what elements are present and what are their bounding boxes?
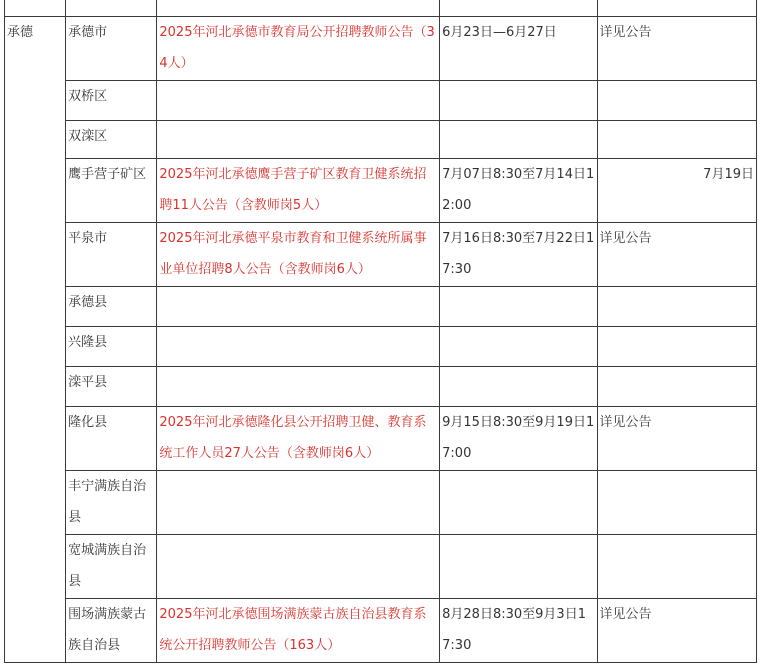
table-row — [5, 81, 757, 121]
remark-cell — [597, 121, 756, 159]
notice-cell — [157, 407, 440, 471]
date-cell — [440, 327, 597, 367]
notice-link[interactable]: 2025年河北承德鹰手营子矿区教育卫健系统招聘11人公告（含教师岗5人） — [159, 167, 427, 213]
table-row — [5, 599, 757, 663]
notice-link[interactable]: 2025年河北承德市教育局公开招聘教师公告（34人） — [159, 25, 435, 71]
remark-cell — [597, 367, 756, 407]
area-cell: 宽城满族自治县 — [66, 535, 157, 599]
remark-cell: 详见公告 — [597, 17, 756, 81]
area-cell: 承德县 — [66, 287, 157, 327]
notice-cell — [157, 17, 440, 81]
date-cell — [440, 81, 597, 121]
cell-top-date — [440, 0, 597, 17]
remark-cell — [597, 327, 756, 367]
region-cell: 承德 — [5, 17, 66, 663]
date-cell — [440, 367, 597, 407]
date-cell: 6月23日—6月27日 — [440, 17, 597, 81]
notice-link[interactable]: 2025年河北承德围场满族蒙古族自治县教育系统公开招聘教师公告（163人） — [159, 607, 427, 653]
notice-cell — [157, 159, 440, 223]
table-row — [5, 407, 757, 471]
area-cell: 丰宁满族自治县 — [66, 471, 157, 535]
date-cell: 7月07日8:30至7月14日12:00 — [440, 159, 597, 223]
area-cell: 鹰手营子矿区 — [66, 159, 157, 223]
remark-cell: 详见公告 — [597, 599, 756, 663]
table-row — [5, 367, 757, 407]
date-cell — [440, 287, 597, 327]
remark-cell — [597, 535, 756, 599]
remark-cell: 7月19日 — [597, 159, 756, 223]
remark-cell — [597, 287, 756, 327]
date-cell — [440, 121, 597, 159]
remark-cell: 详见公告 — [597, 407, 756, 471]
table-row — [5, 327, 757, 367]
notice-cell — [157, 599, 440, 663]
date-cell — [440, 535, 597, 599]
area-cell: 隆化县 — [66, 407, 157, 471]
table-row — [5, 159, 757, 223]
cell-top-notice — [157, 0, 440, 17]
cell-top-region — [5, 0, 66, 17]
remark-cell: 详见公告 — [597, 223, 756, 287]
table-row — [5, 121, 757, 159]
table-row — [5, 223, 757, 287]
table-row — [5, 287, 757, 327]
notice-link[interactable]: 2025年河北承德平泉市教育和卫健系统所属事业单位招聘8人公告（含教师岗6人） — [159, 231, 427, 277]
area-cell: 双桥区 — [66, 81, 157, 121]
date-cell: 8月28日8:30至9月3日17:30 — [440, 599, 597, 663]
table-row — [5, 471, 757, 535]
area-cell: 平泉市 — [66, 223, 157, 287]
cell-top-area — [66, 0, 157, 17]
notice-cell — [157, 287, 440, 327]
date-cell: 7月16日8:30至7月22日17:30 — [440, 223, 597, 287]
date-cell: 9月15日8:30至9月19日17:00 — [440, 407, 597, 471]
table-row — [5, 535, 757, 599]
notice-cell — [157, 81, 440, 121]
notice-cell — [157, 535, 440, 599]
cell-top-remark — [597, 0, 756, 17]
notice-cell — [157, 327, 440, 367]
recruitment-table — [4, 0, 757, 663]
remark-cell — [597, 471, 756, 535]
notice-link[interactable]: 2025年河北承德隆化县公开招聘卫健、教育系统工作人员27人公告（含教师岗6人） — [159, 415, 427, 461]
notice-cell — [157, 121, 440, 159]
table-row — [5, 17, 757, 81]
notice-cell — [157, 367, 440, 407]
date-cell — [440, 471, 597, 535]
area-cell: 滦平县 — [66, 367, 157, 407]
area-cell: 兴隆县 — [66, 327, 157, 367]
table-row-top-partial — [5, 0, 757, 17]
area-cell: 双滦区 — [66, 121, 157, 159]
notice-cell — [157, 471, 440, 535]
notice-cell — [157, 223, 440, 287]
area-cell: 承德市 — [66, 17, 157, 81]
area-cell: 围场满族蒙古族自治县 — [66, 599, 157, 663]
remark-cell — [597, 81, 756, 121]
